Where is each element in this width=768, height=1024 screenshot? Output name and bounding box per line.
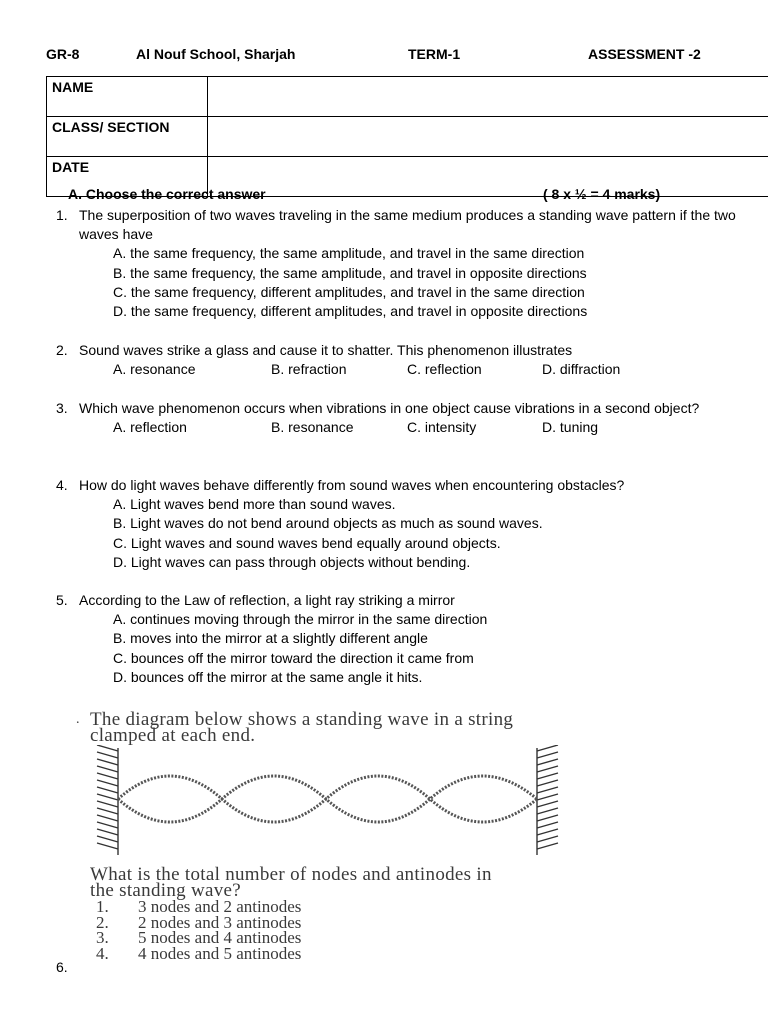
question-2	[56, 341, 736, 379]
question-6-scan	[76, 709, 690, 746]
table-row	[47, 77, 768, 117]
option[interactable]: D. bounces off the mirror at the same angle it hits.	[113, 668, 423, 685]
option-list	[113, 360, 736, 379]
question-text: What is the total number of nodes and antinodes in	[90, 864, 492, 885]
option[interactable]: C. Light waves and sound waves bend equally around objects.	[113, 534, 501, 551]
question-6-prompt	[90, 864, 690, 963]
option[interactable]: C. bounces off the mirror toward the direction it came from	[113, 649, 474, 666]
name-field[interactable]	[208, 77, 768, 117]
question-number: 5.	[56, 592, 68, 608]
question-stem: According to the Law of reflection, a light ray striking a mirror	[79, 592, 455, 608]
student-info-table	[46, 76, 768, 197]
standing-wave-diagram	[94, 745, 564, 857]
option[interactable]: D. Light waves can pass through objects without bending.	[113, 553, 471, 570]
question-stem: The superposition of two waves traveling in the same medium produces a standing wave pattern if the two waves have	[79, 207, 736, 243]
table-row	[47, 117, 768, 157]
option[interactable]: A. the same frequency, the same amplitude, and travel in the same direction	[113, 245, 585, 262]
option[interactable]: 3. 5 nodes and 4 antinodes	[96, 928, 302, 948]
date-label: DATE	[47, 157, 208, 197]
grade-label: GR-8	[46, 46, 80, 62]
option[interactable]: B. refraction	[271, 361, 347, 378]
question-5	[56, 591, 736, 687]
term-label: TERM-1	[408, 46, 461, 62]
question-number: 2.	[56, 342, 68, 358]
bullet: .	[76, 712, 80, 727]
date-field[interactable]	[208, 157, 768, 197]
option[interactable]: C. the same frequency, different amplitudes, and travel in the same direction	[113, 283, 585, 300]
question-4	[56, 476, 736, 572]
class-section-field[interactable]	[208, 117, 768, 157]
question-number: 4.	[56, 477, 68, 493]
option[interactable]: C. intensity	[407, 419, 477, 436]
option[interactable]: C. reflection	[407, 361, 482, 378]
option[interactable]: A. resonance	[113, 361, 196, 378]
question-3	[56, 399, 736, 437]
assessment-label: ASSESSMENT -2	[588, 46, 701, 62]
question-stem: Sound waves strike a glass and cause it to shatter. This phenomenon illustrates	[79, 342, 573, 358]
option[interactable]: D. tuning	[542, 419, 599, 436]
question-6-number: 6.	[56, 959, 68, 975]
option[interactable]: A. Light waves bend more than sound waves.	[113, 496, 396, 513]
option[interactable]: A. continues moving through the mirror in the same direction	[113, 611, 488, 628]
option[interactable]: 1. 3 nodes and 2 antinodes	[96, 897, 302, 916]
section-title: A. Choose the correct answer	[68, 186, 266, 202]
name-label: NAME	[47, 77, 208, 117]
option-list	[113, 610, 736, 687]
option[interactable]: D. diffraction	[542, 361, 621, 378]
question-stem: Which wave phenomenon occurs when vibrations in one object cause vibrations in a second object?	[79, 400, 700, 416]
option[interactable]: B. resonance	[271, 419, 354, 436]
question-number: 3.	[56, 400, 68, 416]
section-marks: ( 8 x ½ = 4 marks)	[543, 186, 661, 202]
option[interactable]: 2. 2 nodes and 3 antinodes	[96, 912, 302, 932]
option[interactable]: B. the same frequency, the same amplitude, and travel in opposite directions	[113, 264, 587, 281]
question-1	[56, 206, 736, 321]
question-text: the standing wave?	[90, 880, 242, 901]
right-clamp	[537, 745, 558, 855]
question-number: 1.	[56, 207, 68, 223]
question-stem: How do light waves behave differently from sound waves when encountering obstacles?	[79, 477, 625, 493]
option[interactable]: B. Light waves do not bend around objects as much as sound waves.	[113, 515, 543, 532]
option[interactable]: B. moves into the mirror at a slightly different angle	[113, 630, 428, 647]
option[interactable]: 4. 4 nodes and 5 antinodes	[96, 943, 302, 963]
option-list	[113, 495, 736, 572]
option[interactable]: A. reflection	[113, 419, 187, 436]
wave-envelope	[118, 776, 537, 822]
option-list	[113, 244, 736, 321]
diagram-intro: The diagram below shows a standing wave in a string	[90, 709, 514, 730]
school-name: Al Nouf School, Sharjah	[136, 46, 296, 62]
option[interactable]: D. the same frequency, different amplitudes, and travel in opposite directions	[113, 303, 588, 320]
class-section-label: CLASS/ SECTION	[47, 117, 208, 157]
left-clamp	[97, 745, 118, 855]
option-list	[113, 418, 736, 437]
diagram-intro: clamped at each end.	[90, 725, 256, 746]
